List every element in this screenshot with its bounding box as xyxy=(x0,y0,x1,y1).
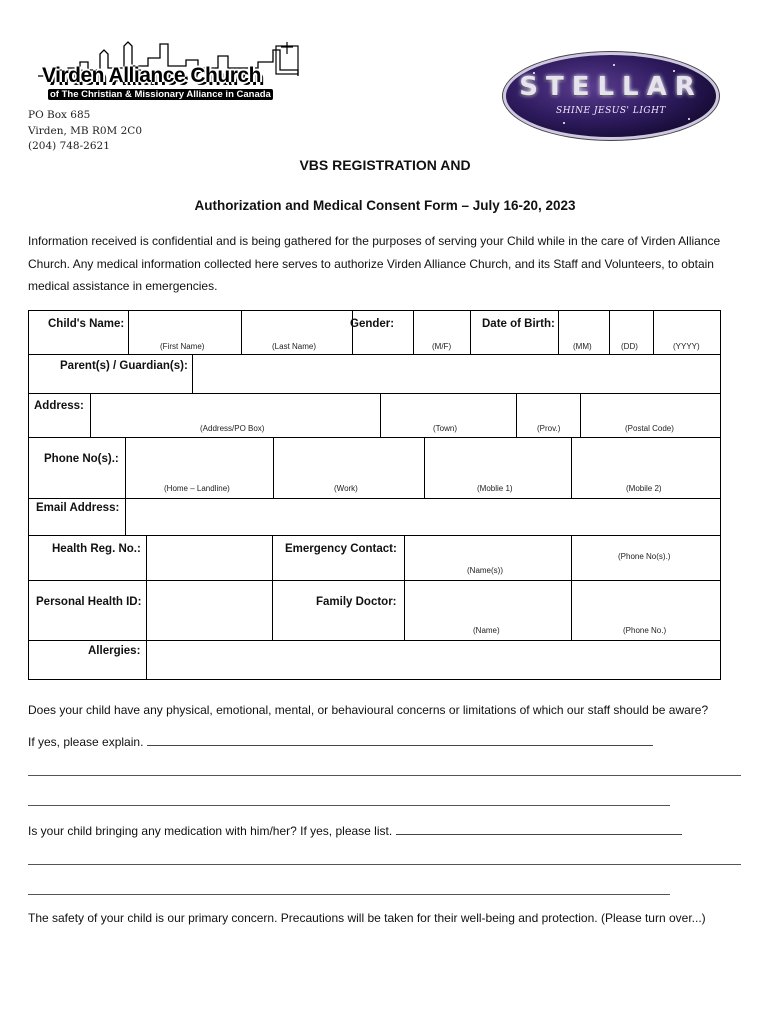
address-line: PO Box 685 xyxy=(28,109,91,121)
dob-label: Date of Birth: xyxy=(482,318,555,330)
explain-answer-line[interactable] xyxy=(147,733,653,746)
phid-field[interactable] xyxy=(146,580,273,641)
child-name-label: Child's Name: xyxy=(48,318,125,330)
emergency-names-hint: (Name(s)) xyxy=(467,566,503,575)
stellar-logo xyxy=(503,52,719,140)
address-label: Address: xyxy=(34,400,84,412)
medication-answer-line[interactable] xyxy=(396,822,682,835)
emergency-label: Emergency Contact: xyxy=(285,543,397,555)
email-label: Email Address: xyxy=(36,502,120,514)
town-hint: (Town) xyxy=(433,424,458,433)
dob-year-hint: (YYYY) xyxy=(673,342,700,351)
address-line: (204) 748-2621 xyxy=(28,140,110,152)
church-address xyxy=(28,108,142,155)
doctor-label: Family Doctor: xyxy=(316,596,397,608)
doctor-phone-hint: (Phone No.) xyxy=(623,626,667,635)
email-field[interactable] xyxy=(125,498,721,536)
emergency-phones-hint: (Phone No(s).) xyxy=(618,552,671,561)
phone-label: Phone No(s).: xyxy=(44,453,119,465)
gender-hint: (M/F) xyxy=(432,342,452,351)
parents-label: Parent(s) / Guardian(s): xyxy=(60,360,188,372)
question-medication-label: Is your child bringing any medication with him/her? If yes, please list. xyxy=(28,824,393,838)
intro-paragraph: Information received is confidential and is being gathered for the purposes of serving your Child while in the care of Virden Alliance Church. Any medical information collected here serves to authorize Virden Alliance Church, and its Staff and Volunteers, to obtain medical assistance in emergencies. xyxy=(28,234,721,293)
closing-statement: The safety of your child is our primary concern. Precautions will be taken for their well-being and protection. (Please turn over...) xyxy=(28,911,706,925)
allergies-label: Allergies: xyxy=(88,645,141,657)
health-reg-field[interactable] xyxy=(146,535,273,581)
answer-line[interactable] xyxy=(28,805,670,806)
stellar-wordmark: STELLAR xyxy=(519,72,703,102)
gender-label: Gender: xyxy=(350,318,395,330)
address-hint: (Address/PO Box) xyxy=(200,424,265,433)
postal-code-hint: (Postal Code) xyxy=(625,424,674,433)
question-explain-row xyxy=(28,733,653,749)
doctor-name-hint: (Name) xyxy=(473,626,500,635)
address-line: Virden, MB R0M 2C0 xyxy=(28,124,143,137)
work-phone-hint: (Work) xyxy=(334,484,358,493)
form-subtitle: Authorization and Medical Consent Form – July 16-20, 2023 xyxy=(194,198,576,213)
prov-hint: (Prov.) xyxy=(537,424,561,433)
church-subtitle: of The Christian & Missionary Alliance in Canada xyxy=(50,89,271,100)
question-concerns: Does your child have any physical, emotional, mental, or behavioural concerns or limitations of which our staff should be aware? xyxy=(28,703,709,717)
dob-month-hint: (MM) xyxy=(573,342,592,351)
answer-line[interactable] xyxy=(28,894,670,895)
first-name-hint: (First Name) xyxy=(160,342,205,351)
church-name: Virden Alliance Church xyxy=(42,64,261,87)
mobile1-hint: (Moblie 1) xyxy=(477,484,513,493)
phid-label: Personal Health ID: xyxy=(36,596,142,608)
question-medication-row xyxy=(28,822,682,838)
allergies-field[interactable] xyxy=(146,640,721,680)
form-title: VBS REGISTRATION AND xyxy=(299,157,471,173)
mobile2-hint: (Mobile 2) xyxy=(626,484,662,493)
registration-form xyxy=(28,310,721,680)
last-name-hint: (Last Name) xyxy=(272,342,317,351)
answer-line[interactable] xyxy=(28,775,741,776)
answer-line[interactable] xyxy=(28,864,741,865)
health-reg-label: Health Reg. No.: xyxy=(52,543,141,555)
church-logo xyxy=(28,40,313,102)
dob-day-hint: (DD) xyxy=(621,342,638,351)
home-phone-hint: (Home – Landline) xyxy=(164,484,230,493)
parents-field[interactable] xyxy=(192,354,721,394)
question-explain-label: If yes, please explain. xyxy=(28,735,144,749)
stellar-tagline: SHINE JESUS' LIGHT xyxy=(556,106,666,116)
